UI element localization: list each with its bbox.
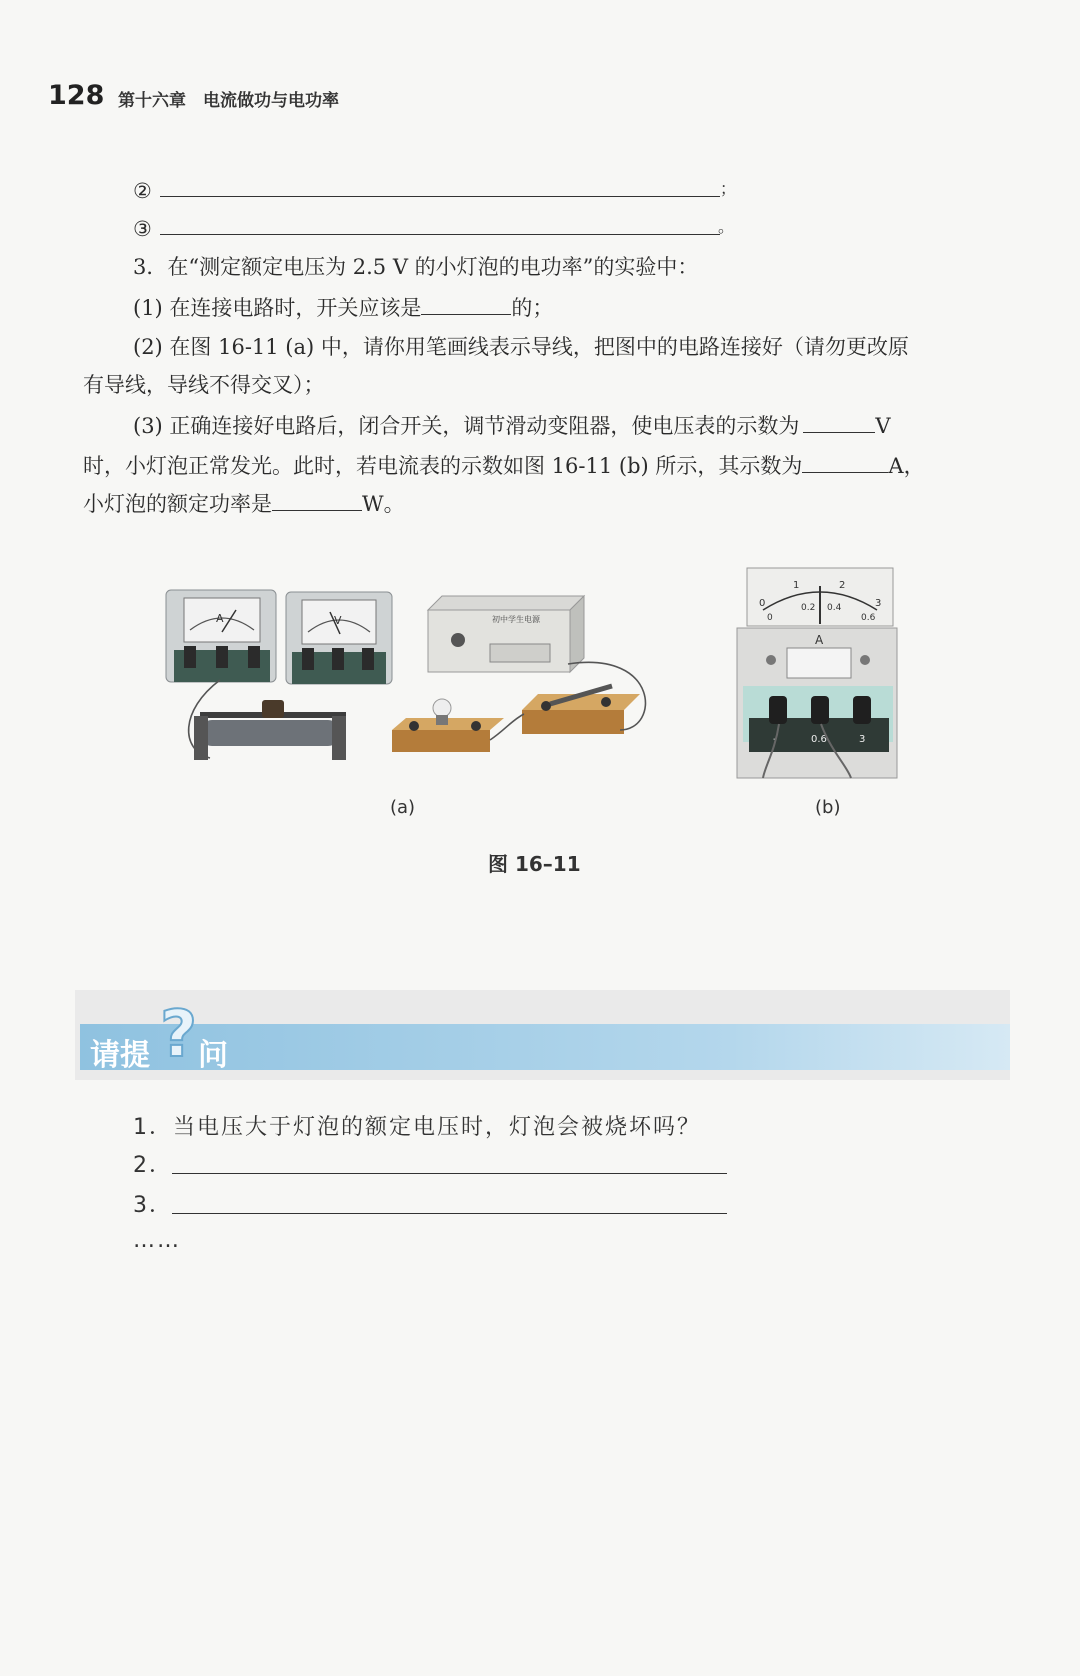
- part-3-text-2: 时，小灯泡正常发光。此时，若电流表的示数如图 16-11 (b) 所示，其示数为: [83, 454, 803, 478]
- light-bulb-icon: [392, 699, 504, 752]
- question-mark-icon: ?: [160, 998, 198, 1072]
- item-3-marker: ③: [133, 217, 152, 241]
- part-1-end: 的；: [511, 296, 554, 320]
- ask-title-left: 请提: [90, 1038, 150, 1073]
- ammeter-b-symbol: A: [815, 633, 824, 647]
- ammeter-symbol: A: [216, 612, 224, 625]
- figure-caption: 图 16–11: [488, 852, 581, 876]
- ask-question-2-line: [172, 1173, 727, 1174]
- terminal-0-6: 0.6: [811, 734, 827, 745]
- question-3-part-3-line-3: [83, 488, 405, 519]
- terminal-negative: -: [773, 734, 777, 745]
- answer-line-3: [160, 234, 720, 235]
- part-3-unit-v: V: [875, 414, 891, 438]
- figure-a-circuit-apparatus: [160, 580, 680, 840]
- ask-question-3-line: [172, 1213, 727, 1214]
- part-3-text: (3) 正确连接好电路后，闭合开关，调节滑动变阻器，使电压表的示数为: [133, 414, 800, 438]
- scale-top-0: 0: [759, 598, 766, 609]
- part-3-unit-a: A，: [888, 454, 925, 478]
- scale-top-3: 3: [875, 598, 882, 609]
- part-3-unit-w: W。: [362, 492, 405, 516]
- question-3-part-2-line-2: 有导线，导线不得交叉）；: [83, 373, 325, 397]
- question-3-stem: 3．在“测定额定电压为 2.5 V 的小灯泡的电功率”的实验中：: [133, 255, 699, 279]
- scale-bottom-1: 0.2: [801, 603, 816, 613]
- item-2-marker: ②: [133, 179, 152, 203]
- blank-current: [802, 450, 888, 473]
- scale-bottom-2: 0.4: [827, 603, 842, 613]
- scale-bottom-3: 0.6: [861, 613, 876, 623]
- voltmeter-symbol: V: [334, 614, 342, 627]
- ask-question-1: 1．当电压大于灯泡的额定电压时，灯泡会被烧坏吗？: [133, 1115, 701, 1140]
- scale-top-2: 2: [839, 580, 846, 591]
- power-supply-label: 初中学生电源: [492, 615, 540, 624]
- item-2-end: ；: [720, 179, 737, 198]
- question-3-part-3-line-2: [83, 450, 925, 481]
- question-3-part-3-line-1: [133, 410, 891, 441]
- ask-title-right: 问: [198, 1038, 228, 1073]
- blank-power: [272, 488, 362, 511]
- question-3-part-1: [133, 292, 553, 323]
- item-3-end: 。: [718, 217, 735, 236]
- figure-label-a: (a): [390, 797, 416, 818]
- blank-voltage: [803, 410, 875, 433]
- part-3-text-3: 小灯泡的额定功率是: [83, 492, 272, 516]
- switch-icon: [522, 686, 640, 734]
- page-number: 128: [48, 80, 105, 111]
- question-3-part-2-line-1: (2) 在图 16-11 (a) 中，请你用笔画线表示导线，把图中的电路连接好（请勿更改原: [133, 335, 909, 359]
- wire-bulb-switch: [490, 714, 524, 740]
- terminal-3: 3: [859, 734, 866, 745]
- ammeter-icon: [166, 590, 276, 682]
- blank-switch-state: [421, 292, 511, 315]
- power-supply-icon: [428, 596, 584, 672]
- ask-question-3-number: 3．: [133, 1193, 173, 1218]
- voltmeter-icon: [286, 592, 392, 684]
- figure-b-ammeter-reading: [735, 566, 900, 781]
- answer-line-2: [160, 196, 720, 197]
- ask-question-2-number: 2．: [133, 1153, 173, 1178]
- part-1-text: (1) 在连接电路时，开关应该是: [133, 296, 422, 320]
- ask-ellipsis: ……: [133, 1228, 181, 1253]
- chapter-title: 第十六章 电流做功与电功率: [118, 91, 339, 111]
- scale-bottom-0: 0: [767, 613, 773, 623]
- scale-top-1: 1: [793, 580, 800, 591]
- figure-label-b: (b): [815, 797, 841, 818]
- rheostat-icon: [194, 700, 346, 760]
